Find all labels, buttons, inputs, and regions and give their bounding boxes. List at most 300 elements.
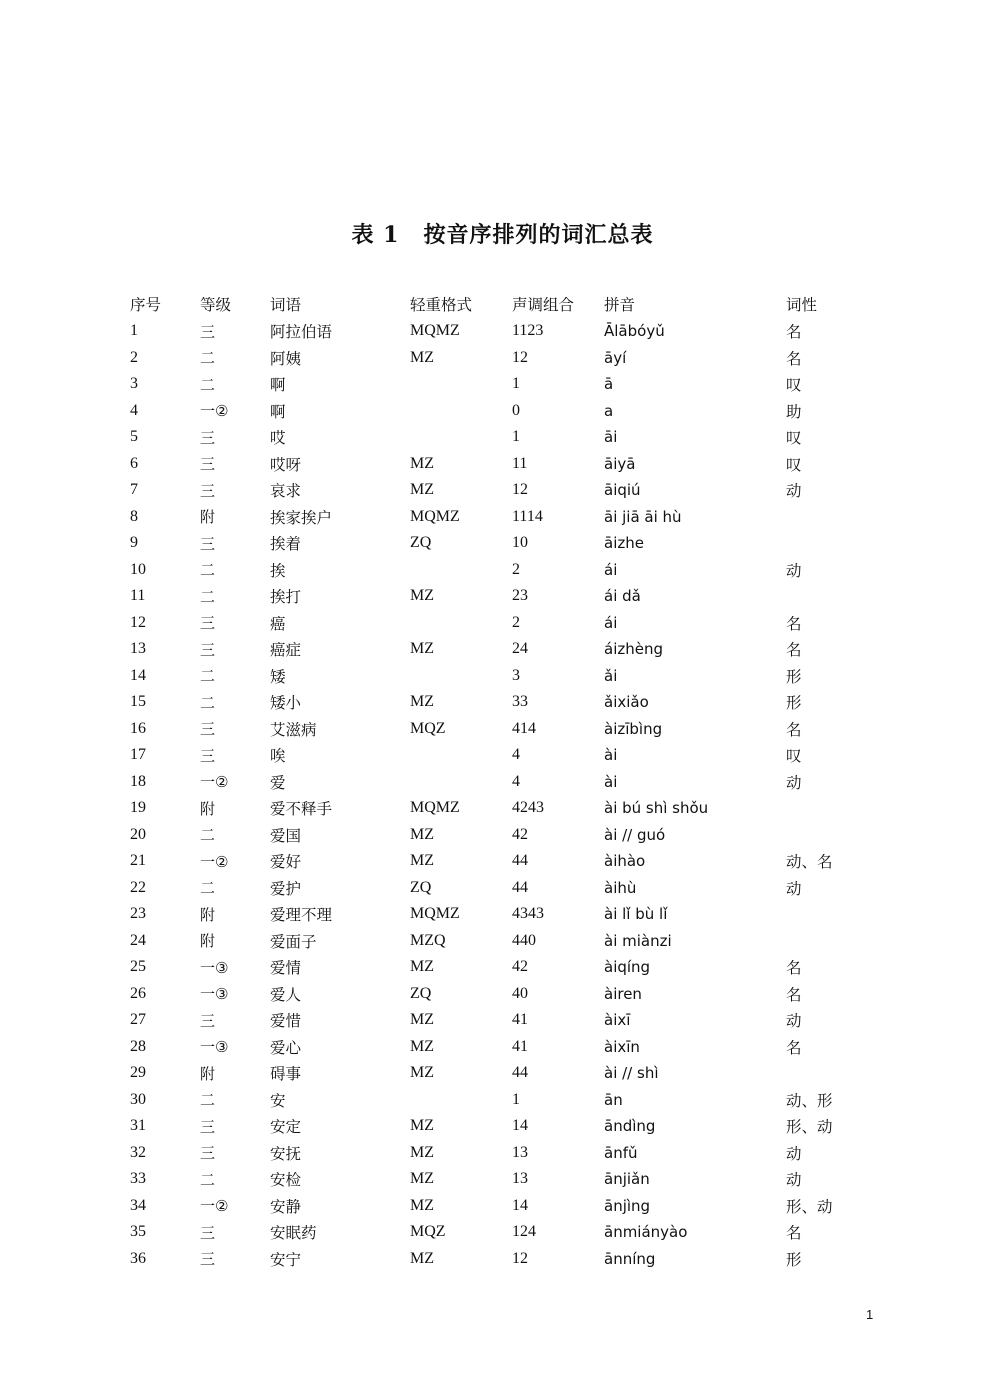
cell-pinyin: ānmiányào [604,1223,688,1242]
cell-level: 二 [200,1170,216,1189]
cell-word: 安定 [270,1118,302,1137]
table-row [130,1246,866,1273]
cell-stress-format: MZ [410,481,434,499]
table-row [130,451,866,478]
cell-tone-combination: 42 [512,958,528,976]
cell-level: 二 [200,349,216,368]
cell-level: 三 [200,322,216,341]
cell-pinyin: ài // shì [604,1064,659,1083]
cell-tone-combination: 414 [512,719,536,737]
table-row [130,848,866,875]
cell-part-of-speech: 助 [786,402,802,421]
cell-word: 安 [270,1091,286,1110]
cell-level: 二 [200,826,216,845]
cell-stress-format [410,610,512,637]
cell-word: 碍事 [270,1065,302,1084]
cell-stress-format: MZ [410,640,434,658]
cell-serial-number: 3 [130,375,138,393]
cell-tone-combination: 13 [512,1143,528,1161]
cell-serial-number: 19 [130,799,146,817]
cell-stress-format: MZQ [410,931,446,949]
cell-word: 爱好 [270,853,302,872]
cell-pinyin: ānjiǎn [604,1170,650,1189]
cell-tone-combination: 41 [512,1037,528,1055]
cell-pinyin: ài lǐ bù lǐ [604,905,668,924]
table-number: 表 1 [351,222,400,248]
cell-part-of-speech: 叹 [786,455,802,474]
table-row [130,716,866,743]
cell-pinyin: ān [604,1090,623,1109]
cell-serial-number: 15 [130,693,146,711]
cell-part-of-speech [786,822,866,849]
cell-stress-format [410,424,512,451]
cell-serial-number: 1 [130,322,138,340]
cell-tone-combination: 23 [512,587,528,605]
table-row [130,981,866,1008]
cell-tone-combination: 13 [512,1170,528,1188]
cell-word: 矮 [270,667,286,686]
cell-pinyin: āi [604,428,618,447]
cell-stress-format: MQMZ [410,322,460,340]
cell-word: 哎 [270,429,286,448]
cell-level: 附 [200,905,216,924]
cell-tone-combination: 41 [512,1011,528,1029]
cell-stress-format [410,663,512,690]
cell-serial-number: 5 [130,428,138,446]
cell-serial-number: 11 [130,587,146,605]
cell-part-of-speech: 名 [786,349,802,368]
cell-pinyin: ài miànzi [604,931,672,950]
cell-word: 爱不释手 [270,800,333,819]
cell-stress-format [410,557,512,584]
cell-serial-number: 29 [130,1064,146,1082]
cell-stress-format: MQZ [410,1223,446,1241]
cell-level: 附 [200,1064,216,1083]
cell-word: 啊 [270,402,286,421]
cell-stress-format: MZ [410,1117,434,1135]
cell-serial-number: 17 [130,746,146,764]
table-row [130,530,866,557]
cell-word: 爱人 [270,985,302,1004]
cell-serial-number: 33 [130,1170,146,1188]
cell-part-of-speech [786,1060,866,1087]
cell-word: 安静 [270,1197,302,1216]
cell-tone-combination: 44 [512,878,528,896]
cell-serial-number: 18 [130,772,146,790]
cell-pinyin: àihù [604,878,637,897]
table-row [130,1193,866,1220]
cell-word: 哎呀 [270,455,302,474]
cell-stress-format: MQZ [410,719,446,737]
cell-pinyin: āiqiú [604,481,641,500]
table-row [130,583,866,610]
cell-word: 安宁 [270,1250,302,1269]
cell-tone-combination: 4 [512,772,520,790]
cell-serial-number: 35 [130,1223,146,1241]
cell-word: 安抚 [270,1144,302,1163]
cell-tone-combination: 1123 [512,322,544,340]
cell-level: 一③ [200,985,229,1004]
cell-pinyin: áizhèng [604,640,663,659]
cell-serial-number: 12 [130,613,146,631]
cell-tone-combination: 42 [512,825,528,843]
cell-stress-format: MZ [410,852,434,870]
cell-tone-combination: 33 [512,693,528,711]
cell-stress-format: MZ [410,1064,434,1082]
cell-pinyin: āizhe [604,534,644,553]
cell-pinyin: àiqíng [604,958,651,977]
cell-tone-combination: 1 [512,1090,520,1108]
table-row [130,1113,866,1140]
cell-tone-combination: 24 [512,640,528,658]
cell-level: 三 [200,1011,216,1030]
cell-serial-number: 26 [130,984,146,1002]
cell-level: 三 [200,746,216,765]
table-row [130,1007,866,1034]
cell-part-of-speech: 名 [786,720,802,739]
cell-part-of-speech: 形 [786,694,802,713]
cell-part-of-speech: 动 [786,1012,802,1031]
cell-word: 爱心 [270,1038,302,1057]
cell-stress-format: MZ [410,958,434,976]
header-tone-combination: 声调组合 [512,296,575,314]
cell-level: 三 [200,534,216,553]
cell-level: 二 [200,587,216,606]
cell-pinyin: ái [604,560,618,579]
cell-stress-format: MZ [410,1249,434,1267]
cell-word: 啊 [270,376,286,395]
cell-serial-number: 32 [130,1143,146,1161]
cell-part-of-speech: 动、名 [786,853,833,872]
cell-serial-number: 9 [130,534,138,552]
cell-stress-format: MZ [410,825,434,843]
cell-part-of-speech: 名 [786,959,802,978]
cell-tone-combination: 2 [512,560,520,578]
table-row [130,663,866,690]
table-row [130,424,866,451]
cell-word: 哀求 [270,482,302,501]
cell-part-of-speech: 名 [786,1224,802,1243]
cell-part-of-speech: 动 [786,879,802,898]
table-row [130,742,866,769]
cell-tone-combination: 4243 [512,799,544,817]
cell-serial-number: 7 [130,481,138,499]
cell-level: 三 [200,1223,216,1242]
header-part-of-speech: 词性 [786,296,818,314]
table-row [130,954,866,981]
cell-part-of-speech: 动、形 [786,1091,833,1110]
header-row [130,290,866,318]
cell-part-of-speech [786,530,866,557]
cell-tone-combination: 10 [512,534,528,552]
cell-serial-number: 10 [130,560,146,578]
table-row [130,610,866,637]
cell-word: 阿姨 [270,349,302,368]
cell-stress-format: MZ [410,1011,434,1029]
cell-level: 二 [200,375,216,394]
cell-tone-combination: 12 [512,348,528,366]
cell-pinyin: āi jiā āi hù [604,507,682,526]
cell-stress-format: ZQ [410,534,432,552]
cell-stress-format: MZ [410,1143,434,1161]
cell-level: 一② [200,402,229,421]
table-row [130,345,866,372]
cell-word: 唉 [270,747,286,766]
cell-level: 一② [200,852,229,871]
cell-part-of-speech: 形 [786,1250,802,1269]
cell-stress-format [410,371,512,398]
cell-tone-combination: 1114 [512,507,543,525]
cell-tone-combination: 44 [512,852,528,870]
table-row [130,318,866,345]
table-row [130,1219,866,1246]
cell-serial-number: 24 [130,931,146,949]
cell-part-of-speech [786,901,866,928]
cell-level: 一③ [200,958,229,977]
table-row [130,795,866,822]
table-row [130,769,866,796]
cell-level: 三 [200,1250,216,1269]
cell-serial-number: 21 [130,852,146,870]
cell-serial-number: 2 [130,348,138,366]
cell-word: 爱护 [270,879,302,898]
cell-pinyin: ānníng [604,1249,656,1268]
cell-part-of-speech: 叹 [786,747,802,766]
cell-word: 挨打 [270,588,302,607]
page-number: 1 [866,1307,874,1322]
cell-serial-number: 30 [130,1090,146,1108]
cell-stress-format: MZ [410,1170,434,1188]
cell-serial-number: 36 [130,1249,146,1267]
table-row [130,901,866,928]
cell-level: 二 [200,667,216,686]
table-row [130,477,866,504]
cell-tone-combination: 1 [512,428,520,446]
table-row [130,1087,866,1114]
cell-word: 阿拉伯语 [270,323,333,342]
cell-tone-combination: 14 [512,1196,528,1214]
cell-pinyin: a [604,401,614,420]
cell-serial-number: 22 [130,878,146,896]
cell-level: 一② [200,773,229,792]
cell-level: 三 [200,1144,216,1163]
cell-pinyin: àixī [604,1011,631,1030]
cell-stress-format [410,398,512,425]
cell-tone-combination: 44 [512,1064,528,1082]
cell-part-of-speech: 动 [786,482,802,501]
cell-part-of-speech: 名 [786,641,802,660]
cell-word: 爱 [270,773,286,792]
cell-part-of-speech: 动 [786,773,802,792]
cell-stress-format [410,742,512,769]
cell-part-of-speech: 名 [786,985,802,1004]
cell-pinyin: ái dǎ [604,587,641,606]
cell-serial-number: 4 [130,401,138,419]
cell-serial-number: 25 [130,958,146,976]
cell-word: 安检 [270,1171,302,1190]
cell-level: 三 [200,481,216,500]
cell-stress-format: MQMZ [410,799,460,817]
cell-stress-format: MZ [410,1196,434,1214]
cell-part-of-speech [786,504,866,531]
cell-word: 爱国 [270,826,302,845]
cell-stress-format: MZ [410,587,434,605]
cell-stress-format: MZ [410,1037,434,1055]
cell-tone-combination: 440 [512,931,536,949]
cell-word: 艾滋病 [270,720,317,739]
cell-pinyin: ài [604,746,618,765]
cell-word: 爱惜 [270,1012,302,1031]
table-title [0,218,1005,249]
cell-tone-combination: 12 [512,1249,528,1267]
cell-serial-number: 28 [130,1037,146,1055]
cell-word: 爱情 [270,959,302,978]
table-row [130,371,866,398]
cell-stress-format: MQMZ [410,905,460,923]
cell-part-of-speech: 形、动 [786,1197,833,1216]
table-row [130,504,866,531]
cell-serial-number: 13 [130,640,146,658]
cell-pinyin: āiyā [604,454,636,473]
cell-pinyin: Ālābóyǔ [604,322,665,341]
cell-part-of-speech: 动 [786,1144,802,1163]
cell-word: 矮小 [270,694,302,713]
cell-serial-number: 14 [130,666,146,684]
cell-stress-format: ZQ [410,984,432,1002]
cell-serial-number: 23 [130,905,146,923]
cell-tone-combination: 3 [512,666,520,684]
table-row [130,1060,866,1087]
cell-level: 二 [200,879,216,898]
cell-serial-number: 31 [130,1117,146,1135]
cell-tone-combination: 40 [512,984,528,1002]
cell-serial-number: 27 [130,1011,146,1029]
cell-level: 附 [200,932,216,951]
cell-level: 二 [200,561,216,580]
cell-pinyin: ānfǔ [604,1143,638,1162]
cell-tone-combination: 2 [512,613,520,631]
cell-tone-combination: 12 [512,481,528,499]
cell-level: 二 [200,1091,216,1110]
cell-pinyin: ài [604,772,618,791]
cell-part-of-speech [786,928,866,955]
cell-tone-combination: 0 [512,401,520,419]
cell-level: 附 [200,799,216,818]
cell-serial-number: 8 [130,507,138,525]
cell-serial-number: 16 [130,719,146,737]
cell-stress-format [410,769,512,796]
cell-tone-combination: 1 [512,375,520,393]
cell-level: 附 [200,508,216,527]
cell-pinyin: āyí [604,348,627,367]
cell-pinyin: ǎixiǎo [604,693,649,712]
cell-pinyin: ǎi [604,666,618,685]
table-row [130,1166,866,1193]
cell-word: 癌症 [270,641,302,660]
cell-tone-combination: 4 [512,746,520,764]
cell-pinyin: āndìng [604,1117,656,1136]
cell-level: 一③ [200,1038,229,1057]
table-row [130,398,866,425]
cell-word: 癌 [270,614,286,633]
cell-stress-format: MQMZ [410,507,460,525]
cell-pinyin: àiren [604,984,642,1003]
cell-level: 三 [200,640,216,659]
cell-pinyin: àixīn [604,1037,640,1056]
cell-word: 挨 [270,561,286,580]
cell-part-of-speech: 名 [786,323,802,342]
cell-part-of-speech: 动 [786,1171,802,1190]
cell-serial-number: 34 [130,1196,146,1214]
header-stress-format: 轻重格式 [410,296,473,314]
cell-pinyin: àizībìng [604,719,663,738]
cell-part-of-speech: 动 [786,561,802,580]
table-row [130,557,866,584]
table-row [130,1034,866,1061]
cell-level: 三 [200,614,216,633]
header-serial-number: 序号 [130,296,162,314]
cell-stress-format: MZ [410,454,434,472]
cell-serial-number: 20 [130,825,146,843]
cell-pinyin: ānjìng [604,1196,651,1215]
cell-level: 一② [200,1197,229,1216]
cell-tone-combination: 124 [512,1223,536,1241]
cell-part-of-speech: 形 [786,667,802,686]
header-pinyin: 拼音 [604,296,636,314]
cell-pinyin: ā [604,375,614,394]
cell-part-of-speech: 名 [786,1038,802,1057]
cell-word: 挨着 [270,535,302,554]
table-row [130,822,866,849]
cell-word: 爱面子 [270,932,317,951]
table-row [130,689,866,716]
cell-word: 安眠药 [270,1224,317,1243]
cell-part-of-speech: 叹 [786,376,802,395]
cell-level: 三 [200,720,216,739]
table-row [130,1140,866,1167]
cell-tone-combination: 11 [512,454,528,472]
cell-stress-format: MZ [410,693,434,711]
cell-stress-format [410,1087,512,1114]
cell-pinyin: àihào [604,852,646,871]
vocabulary-table [130,290,866,1272]
cell-stress-format: MZ [410,348,434,366]
cell-word: 爱理不理 [270,906,333,925]
table-title-text: 按音序排列的词汇总表 [423,222,654,248]
cell-word: 挨家挨户 [270,508,333,527]
cell-pinyin: ài bú shì shǒu [604,799,709,818]
cell-part-of-speech [786,583,866,610]
cell-tone-combination: 14 [512,1117,528,1135]
cell-level: 三 [200,455,216,474]
cell-level: 三 [200,428,216,447]
cell-serial-number: 6 [130,454,138,472]
cell-part-of-speech: 形、动 [786,1118,833,1137]
cell-part-of-speech: 名 [786,614,802,633]
cell-stress-format: ZQ [410,878,432,896]
cell-tone-combination: 4343 [512,905,544,923]
table-row [130,636,866,663]
cell-part-of-speech [786,795,866,822]
table-row [130,875,866,902]
header-level: 等级 [200,296,232,314]
cell-pinyin: ái [604,613,618,632]
header-word: 词语 [270,296,302,314]
table-row [130,928,866,955]
table-body [130,318,866,1272]
cell-part-of-speech: 叹 [786,429,802,448]
cell-pinyin: ài // guó [604,825,666,844]
